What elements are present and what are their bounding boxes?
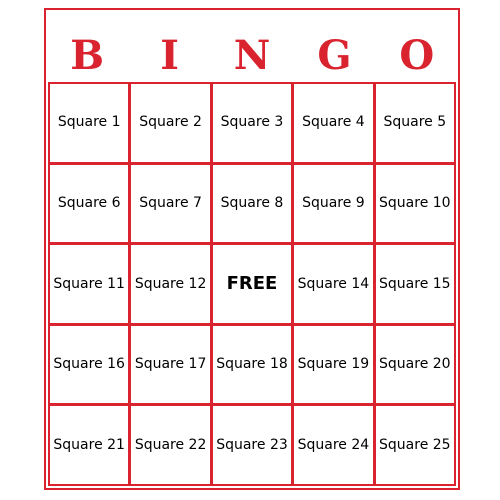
- bingo-cell[interactable]: Square 3: [213, 84, 291, 162]
- bingo-cell[interactable]: Square 9: [294, 165, 372, 243]
- bingo-cell[interactable]: Square 15: [376, 245, 454, 323]
- bingo-cell[interactable]: Square 18: [213, 326, 291, 404]
- bingo-header: [46, 34, 458, 78]
- bingo-cell[interactable]: Square 7: [131, 165, 209, 243]
- bingo-cell[interactable]: Square 22: [131, 406, 209, 484]
- free-space-cell[interactable]: FREE: [213, 245, 291, 323]
- header-letter: G: [317, 32, 352, 79]
- bingo-cell[interactable]: Square 19: [294, 326, 372, 404]
- bingo-cell[interactable]: Square 25: [376, 406, 454, 484]
- bingo-cell[interactable]: Square 16: [50, 326, 128, 404]
- bingo-cell[interactable]: Square 10: [376, 165, 454, 243]
- header-letter: N: [233, 32, 271, 79]
- bingo-card: [44, 8, 460, 490]
- bingo-cell[interactable]: Square 12: [131, 245, 209, 323]
- bingo-cell[interactable]: Square 2: [131, 84, 209, 162]
- bingo-cell[interactable]: Square 8: [213, 165, 291, 243]
- bingo-cell[interactable]: Square 5: [376, 84, 454, 162]
- bingo-grid: [48, 82, 456, 486]
- bingo-cell[interactable]: Square 4: [294, 84, 372, 162]
- header-letter: B: [70, 32, 105, 79]
- bingo-cell[interactable]: Square 23: [213, 406, 291, 484]
- bingo-cell[interactable]: Square 6: [50, 165, 128, 243]
- header-letter: I: [160, 32, 179, 79]
- bingo-cell[interactable]: Square 1: [50, 84, 128, 162]
- bingo-cell[interactable]: Square 24: [294, 406, 372, 484]
- bingo-cell[interactable]: Square 14: [294, 245, 372, 323]
- bingo-cell[interactable]: Square 20: [376, 326, 454, 404]
- bingo-cell[interactable]: Square 17: [131, 326, 209, 404]
- bingo-cell[interactable]: Square 21: [50, 406, 128, 484]
- bingo-cell[interactable]: Square 11: [50, 245, 128, 323]
- header-letter: O: [399, 32, 435, 79]
